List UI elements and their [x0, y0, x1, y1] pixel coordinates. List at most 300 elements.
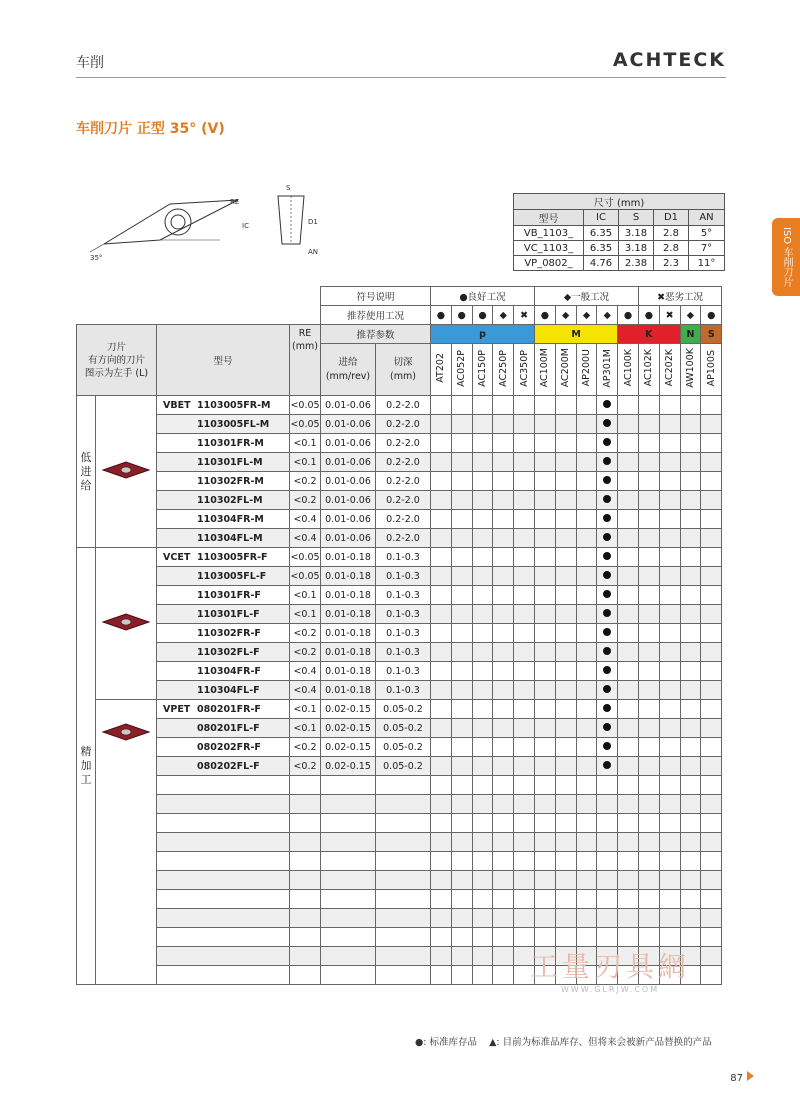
empty-cell [321, 833, 376, 852]
grade-label: AC100M [539, 348, 551, 388]
table-row [77, 605, 722, 624]
grade-cell [431, 396, 452, 415]
empty-cell [451, 833, 472, 852]
grade-cell [534, 453, 555, 472]
feed-cell: 0.02-0.15 [321, 757, 376, 776]
feed-cell: 0.01-0.06 [321, 491, 376, 510]
empty-cell [701, 928, 722, 947]
grade-cell [597, 510, 618, 529]
dim-cell: VP_0802_ [514, 256, 584, 271]
insert-image [96, 396, 157, 548]
grade-cell [514, 643, 535, 662]
grade-cell [659, 719, 680, 738]
stock-dot-icon [603, 647, 611, 655]
dim-cell: 4.76 [584, 256, 619, 271]
grade-cell [701, 567, 722, 586]
empty-cell [638, 776, 659, 795]
empty-cell [597, 833, 618, 852]
re-cell: <0.05 [290, 548, 321, 567]
grade-cell [618, 548, 639, 567]
re-cell: <0.1 [290, 700, 321, 719]
model-code: 110302FR-F [197, 627, 261, 639]
stock-dot-icon [603, 457, 611, 465]
grade-cell [514, 567, 535, 586]
stock-dot-icon [603, 761, 611, 769]
empty-cell [157, 852, 290, 871]
feed-cell: 0.01-0.18 [321, 605, 376, 624]
blank-cell [77, 287, 321, 306]
grade-cell [493, 415, 514, 434]
grade-cell [680, 491, 701, 510]
grade-cell [638, 624, 659, 643]
grade-cell [451, 434, 472, 453]
dim-header: D1 [654, 210, 689, 226]
empty-cell [514, 776, 535, 795]
empty-cell [431, 966, 452, 985]
table-row [77, 700, 722, 719]
empty-cell [431, 852, 452, 871]
grade-cell [555, 757, 576, 776]
grade-cell [534, 738, 555, 757]
grade-header [534, 344, 555, 396]
re-cell: <0.05 [290, 567, 321, 586]
re-cell: <0.1 [290, 453, 321, 472]
grade-header [597, 344, 618, 396]
grade-cell [701, 719, 722, 738]
feed-cell: 0.01-0.18 [321, 548, 376, 567]
condition-symbol: ◆ [597, 306, 618, 325]
model-cell [157, 586, 290, 605]
grade-cell [680, 586, 701, 605]
re-cell: <0.2 [290, 624, 321, 643]
feed-cell: 0.01-0.18 [321, 681, 376, 700]
empty-cell [431, 928, 452, 947]
model-cell [157, 700, 290, 719]
grade-cell [451, 624, 472, 643]
model-code: 080202FL-F [197, 760, 260, 772]
grade-cell [431, 510, 452, 529]
empty-cell [555, 795, 576, 814]
grade-cell [431, 472, 452, 491]
grade-cell [701, 396, 722, 415]
grade-cell [618, 415, 639, 434]
grade-cell [555, 548, 576, 567]
grade-cell [514, 681, 535, 700]
grade-cell [451, 605, 472, 624]
s-label: S [286, 184, 291, 192]
grade-cell [701, 472, 722, 491]
table-row [77, 624, 722, 643]
empty-cell [659, 928, 680, 947]
grade-cell [638, 510, 659, 529]
grade-cell [701, 757, 722, 776]
condition-symbol: ● [618, 306, 639, 325]
grade-cell [680, 662, 701, 681]
empty-cell [451, 947, 472, 966]
grade-cell [431, 548, 452, 567]
empty-cell [493, 776, 514, 795]
grade-cell [451, 719, 472, 738]
table-row [77, 396, 722, 415]
depth-cell: 0.2-2.0 [376, 434, 431, 453]
grade-cell [451, 643, 472, 662]
grade-cell [534, 491, 555, 510]
dim-cell: 6.35 [584, 226, 619, 241]
empty-cell [555, 909, 576, 928]
grade-cell [618, 453, 639, 472]
empty-cell [376, 795, 431, 814]
empty-cell [701, 814, 722, 833]
dim-header: IC [584, 210, 619, 226]
empty-cell [514, 928, 535, 947]
empty-cell [701, 833, 722, 852]
grade-cell [701, 453, 722, 472]
grade-header [638, 344, 659, 396]
grade-cell [451, 510, 472, 529]
empty-cell [157, 776, 290, 795]
dim-cell: 6.35 [584, 241, 619, 256]
empty-cell [431, 776, 452, 795]
empty-cell [321, 852, 376, 871]
grade-cell [659, 453, 680, 472]
model-code: 080201FR-F [197, 703, 261, 715]
grade-cell [493, 491, 514, 510]
empty-cell [493, 928, 514, 947]
table-row [77, 776, 722, 795]
grade-cell [472, 548, 493, 567]
grade-cell [597, 605, 618, 624]
grade-cell [472, 719, 493, 738]
grade-cell [472, 396, 493, 415]
table-row [77, 586, 722, 605]
grade-cell [534, 415, 555, 434]
grade-cell [555, 605, 576, 624]
condition-row [77, 306, 722, 325]
grade-cell [597, 491, 618, 510]
material-s: S [701, 325, 722, 344]
grade-cell [576, 757, 597, 776]
re-cell: <0.1 [290, 605, 321, 624]
grade-cell [534, 700, 555, 719]
empty-cell [534, 890, 555, 909]
empty-cell [514, 852, 535, 871]
grade-cell [534, 510, 555, 529]
stock-dot-icon [603, 419, 611, 427]
grade-cell [576, 472, 597, 491]
dimension-table [513, 193, 725, 271]
empty-cell [618, 833, 639, 852]
empty-cell [701, 776, 722, 795]
empty-cell [659, 833, 680, 852]
grade-cell [451, 529, 472, 548]
grade-cell [618, 567, 639, 586]
table-row [77, 928, 722, 947]
grade-cell [659, 529, 680, 548]
grade-cell [555, 567, 576, 586]
table-row [77, 491, 722, 510]
model-prefix: VPET [163, 703, 191, 715]
grade-cell [514, 396, 535, 415]
empty-cell [701, 966, 722, 985]
grade-cell [493, 453, 514, 472]
an-label: AN [308, 248, 319, 256]
feed-cell: 0.01-0.06 [321, 434, 376, 453]
grade-cell [638, 643, 659, 662]
header-divider [76, 77, 726, 78]
grade-cell [534, 605, 555, 624]
side-tab[interactable]: ISO 车削刀片 [772, 218, 800, 296]
empty-cell [451, 928, 472, 947]
empty-cell [493, 833, 514, 852]
empty-cell [576, 776, 597, 795]
empty-cell [431, 947, 452, 966]
dim-cell: VC_1103_ [514, 241, 584, 256]
empty-cell [376, 966, 431, 985]
grade-cell [701, 662, 722, 681]
stock-dot-icon [603, 704, 611, 712]
condition-symbol: ● [534, 306, 555, 325]
stock-dot-icon [603, 666, 611, 674]
grade-cell [431, 681, 452, 700]
re-cell: <0.4 [290, 510, 321, 529]
grade-cell [431, 453, 452, 472]
empty-cell [290, 909, 321, 928]
grade-cell [680, 681, 701, 700]
stock-dot-icon [603, 400, 611, 408]
empty-cell [451, 909, 472, 928]
blank-cell [77, 306, 321, 325]
d1-label: D1 [308, 218, 318, 226]
grade-cell [659, 643, 680, 662]
material-row [77, 325, 722, 344]
grade-cell [555, 586, 576, 605]
grade-cell [618, 434, 639, 453]
empty-cell [376, 833, 431, 852]
grade-cell [638, 529, 659, 548]
empty-cell [514, 909, 535, 928]
grade-cell [659, 624, 680, 643]
empty-cell [597, 776, 618, 795]
table-row [77, 719, 722, 738]
grade-cell [618, 681, 639, 700]
empty-cell [493, 947, 514, 966]
stock-dot-icon [603, 609, 611, 617]
empty-cell [376, 776, 431, 795]
grade-cell [493, 643, 514, 662]
grade-cell [701, 681, 722, 700]
grade-cell [472, 453, 493, 472]
grade-cell [472, 738, 493, 757]
empty-cell [618, 852, 639, 871]
empty-cell [290, 890, 321, 909]
model-code: 080202FR-F [197, 741, 261, 753]
table-row [77, 833, 722, 852]
empty-cell [534, 795, 555, 814]
grade-cell [534, 567, 555, 586]
table-row [77, 510, 722, 529]
depth-cell: 0.1-0.3 [376, 567, 431, 586]
model-cell [157, 643, 290, 662]
grade-cell [680, 510, 701, 529]
feed-header: 进给 (mm/rev) [321, 344, 376, 396]
empty-cell [680, 814, 701, 833]
grade-cell [618, 491, 639, 510]
grade-cell [659, 491, 680, 510]
grade-cell [701, 624, 722, 643]
grade-cell [701, 510, 722, 529]
model-code: 110301FL-F [197, 608, 260, 620]
grade-cell [638, 738, 659, 757]
grade-cell [555, 681, 576, 700]
table-row [77, 415, 722, 434]
empty-cell [618, 871, 639, 890]
depth-cell: 0.1-0.3 [376, 605, 431, 624]
empty-cell [376, 852, 431, 871]
model-cell [157, 738, 290, 757]
grade-cell [514, 757, 535, 776]
model-code: 110301FL-M [197, 456, 263, 468]
re-cell: <0.2 [290, 757, 321, 776]
grade-cell [472, 472, 493, 491]
dim-cell: 2.38 [619, 256, 654, 271]
dim-row [514, 241, 725, 256]
dim-cell: 2.8 [654, 241, 689, 256]
grade-cell [659, 586, 680, 605]
grade-label: AC102K [643, 349, 655, 387]
empty-cell [493, 795, 514, 814]
empty-cell [534, 871, 555, 890]
empty-cell [576, 795, 597, 814]
grade-cell [618, 586, 639, 605]
grade-cell [659, 396, 680, 415]
grade-cell [597, 662, 618, 681]
grade-cell [638, 396, 659, 415]
dim-header-row [514, 210, 725, 226]
empty-cell [534, 928, 555, 947]
condition-symbol: ● [701, 306, 722, 325]
grade-cell [431, 491, 452, 510]
table-row [77, 852, 722, 871]
grade-cell [659, 415, 680, 434]
model-prefix: VCET [163, 551, 191, 563]
model-code: 110304FL-F [197, 684, 260, 696]
grade-cell [638, 681, 659, 700]
empty-cell [638, 833, 659, 852]
re-cell: <0.4 [290, 529, 321, 548]
grade-cell [597, 453, 618, 472]
grade-cell [597, 757, 618, 776]
grade-cell [555, 434, 576, 453]
re-cell: <0.05 [290, 415, 321, 434]
empty-cell [472, 928, 493, 947]
model-header: 型号 [157, 325, 290, 396]
depth-cell: 0.1-0.3 [376, 662, 431, 681]
model-code: 110304FL-M [197, 532, 263, 544]
grade-cell [493, 681, 514, 700]
empty-cell [157, 966, 290, 985]
grade-cell [534, 624, 555, 643]
dim-header: S [619, 210, 654, 226]
feed-cell: 0.01-0.06 [321, 510, 376, 529]
grade-cell [431, 738, 452, 757]
re-cell: <0.1 [290, 719, 321, 738]
grade-cell [451, 586, 472, 605]
legend-replace: ▲: 目前为标准品库存、但将来会被新产品替换的产品 [489, 1037, 712, 1048]
model-cell [157, 662, 290, 681]
grade-cell [638, 548, 659, 567]
grade-cell [493, 529, 514, 548]
feed-cell: 0.01-0.06 [321, 453, 376, 472]
empty-cell [618, 890, 639, 909]
re-cell: <0.1 [290, 434, 321, 453]
empty-cell [618, 814, 639, 833]
stock-dot-icon [603, 552, 611, 560]
grade-cell [701, 738, 722, 757]
grade-cell [534, 643, 555, 662]
empty-cell [472, 890, 493, 909]
grade-cell [638, 586, 659, 605]
symbol-good: ●良好工况 [431, 287, 535, 306]
grade-header [618, 344, 639, 396]
re-cell: <0.4 [290, 681, 321, 700]
model-code: 110302FL-F [197, 646, 260, 658]
condition-symbol: ● [431, 306, 452, 325]
stock-dot-icon [603, 685, 611, 693]
depth-cell: 0.05-0.2 [376, 757, 431, 776]
grade-cell [451, 396, 472, 415]
empty-cell [157, 871, 290, 890]
model-prefix: VBET [163, 399, 191, 411]
empty-cell [659, 909, 680, 928]
table-row [77, 795, 722, 814]
empty-cell [290, 814, 321, 833]
grade-cell [659, 662, 680, 681]
model-code: 110301FR-F [197, 589, 261, 601]
grade-cell [493, 510, 514, 529]
group-label: 低进给 [77, 396, 96, 548]
empty-cell [534, 852, 555, 871]
grade-cell [701, 605, 722, 624]
re-cell: <0.2 [290, 738, 321, 757]
empty-cell [472, 814, 493, 833]
empty-cell [576, 814, 597, 833]
grade-cell [680, 757, 701, 776]
feed-cell: 0.01-0.18 [321, 662, 376, 681]
grade-cell [576, 624, 597, 643]
empty-cell [451, 776, 472, 795]
material-k: K [618, 325, 680, 344]
grade-cell [493, 586, 514, 605]
empty-cell [472, 909, 493, 928]
stock-dot-icon [603, 723, 611, 731]
grade-cell [472, 662, 493, 681]
empty-cell [659, 852, 680, 871]
grade-cell [680, 548, 701, 567]
grade-cell [555, 510, 576, 529]
group-label: 精加工 [77, 548, 96, 985]
empty-cell [555, 890, 576, 909]
grade-cell [555, 624, 576, 643]
empty-cell [597, 909, 618, 928]
empty-cell [472, 795, 493, 814]
grade-cell [597, 738, 618, 757]
empty-cell [321, 947, 376, 966]
grade-cell [576, 567, 597, 586]
grade-label: AP200U [580, 349, 592, 387]
grade-cell [618, 472, 639, 491]
model-code: 110304FR-M [197, 513, 264, 525]
empty-cell [431, 909, 452, 928]
